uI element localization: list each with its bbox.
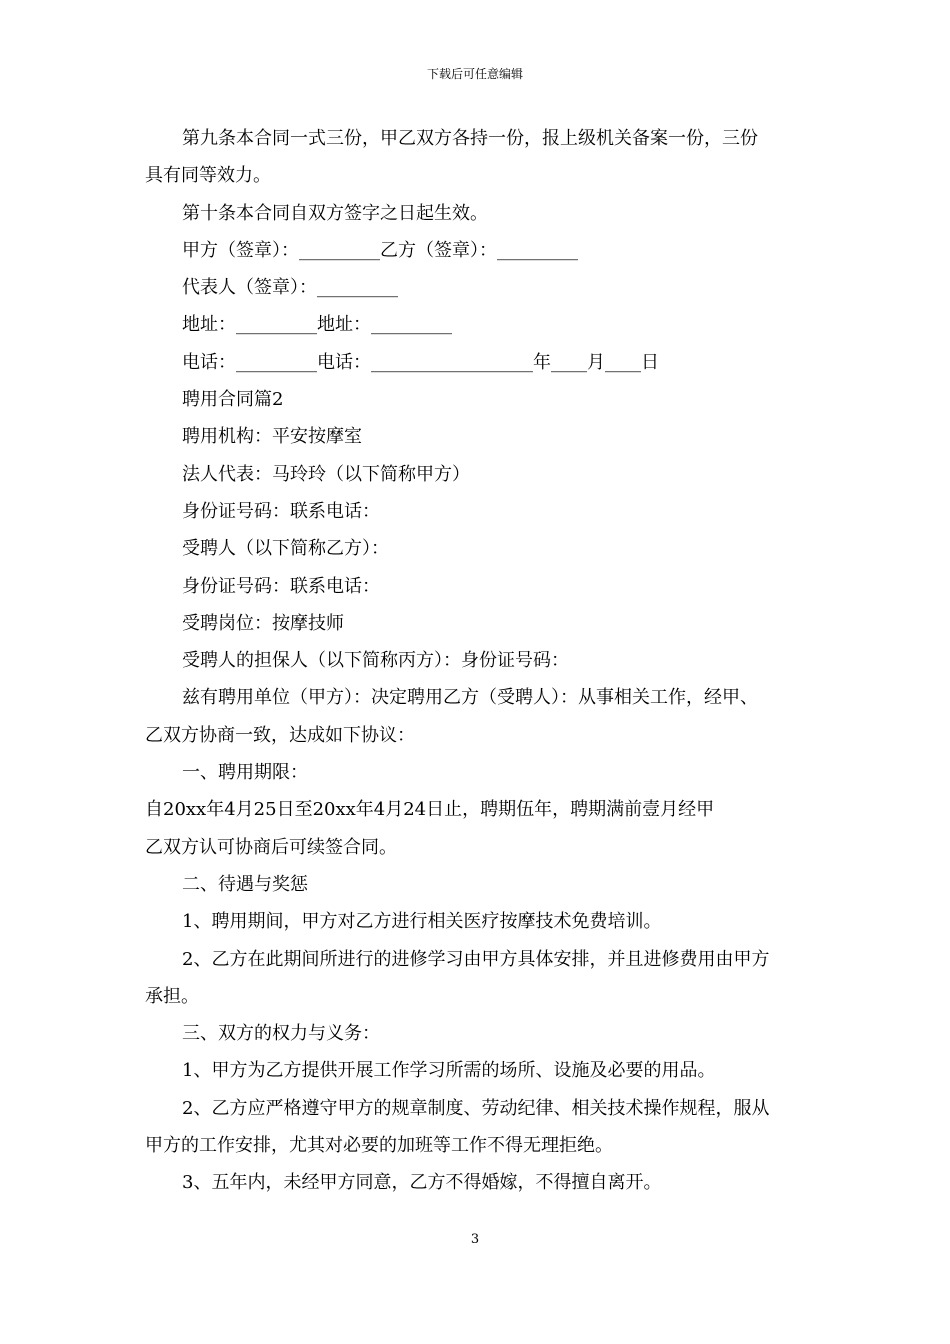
paragraph-line: 3、五年内，未经甲方同意，乙方不得婚嫁，不得擅自离开。 xyxy=(182,1172,662,1194)
paragraph-line: 身份证号码：联系电话： xyxy=(182,575,380,597)
paragraph-line: 甲方的工作安排，尤其对必要的加班等工作不得无理拒绝。 xyxy=(145,1135,613,1157)
paragraph-line: 2、乙方在此期间所进行的进修学习由甲方具体安排，并且进修费用由甲方 xyxy=(182,948,770,970)
paragraph-line: 受聘人（以下简称乙方）： xyxy=(182,538,389,560)
paragraph-line: 自20xx年4月25日至20xx年4月24日止，聘期伍年，聘期满前壹月经甲 xyxy=(145,799,715,821)
paragraph-line: 受聘人的担保人（以下简称丙方）：身份证号码： xyxy=(182,650,569,672)
paragraph-line: 2、乙方应严格遵守甲方的规章制度、劳动纪律、相关技术操作规程，服从 xyxy=(182,1097,770,1119)
paragraph-line: 兹有聘用单位（甲方）：决定聘用乙方（受聘人）：从事相关工作，经甲、 xyxy=(182,687,758,709)
clause-heading: 二、待遇与奖惩 xyxy=(182,873,308,895)
address-line: 地址：_________地址：_________ xyxy=(182,314,452,336)
paragraph-line: 具有同等效力。 xyxy=(145,165,271,187)
paragraph-line: 乙双方认可协商后可续签合同。 xyxy=(145,836,397,858)
paragraph-line: 1、甲方为乙方提供开展工作学习所需的场所、设施及必要的用品。 xyxy=(182,1060,716,1082)
paragraph-line: 承担。 xyxy=(145,985,199,1007)
phone-date-line: 电话：_________电话：__________________年____月____日 xyxy=(182,351,659,373)
signature-line-representative: 代表人（签章）：_________ xyxy=(182,277,398,299)
page-number: 3 xyxy=(470,1232,480,1247)
paragraph-line: 1、聘用期间，甲方对乙方进行相关医疗按摩技术免费培训。 xyxy=(182,911,662,933)
paragraph-line: 受聘岗位：按摩技师 xyxy=(182,612,344,634)
signature-line-parties: 甲方（签章）：_________乙方（签章）：_________ xyxy=(182,239,578,261)
paragraph-line: 法人代表：马玲玲（以下简称甲方） xyxy=(182,463,470,485)
paragraph-line: 聘用机构：平安按摩室 xyxy=(182,426,362,448)
section-title: 聘用合同篇2 xyxy=(182,389,284,411)
clause-heading: 一、聘用期限： xyxy=(182,762,308,784)
clause-heading: 三、双方的权力与义务： xyxy=(182,1023,380,1045)
paragraph-line: 乙双方协商一致，达成如下协议： xyxy=(145,724,415,746)
paragraph-line: 身份证号码：联系电话： xyxy=(182,500,380,522)
page-header: 下载后可任意编辑 xyxy=(426,67,523,81)
paragraph-line: 第九条本合同一式三份，甲乙双方各持一份，报上级机关备案一份，三份 xyxy=(182,128,758,149)
document-body xyxy=(145,120,815,1202)
paragraph-line: 第十条本合同自双方签字之日起生效。 xyxy=(182,202,488,224)
